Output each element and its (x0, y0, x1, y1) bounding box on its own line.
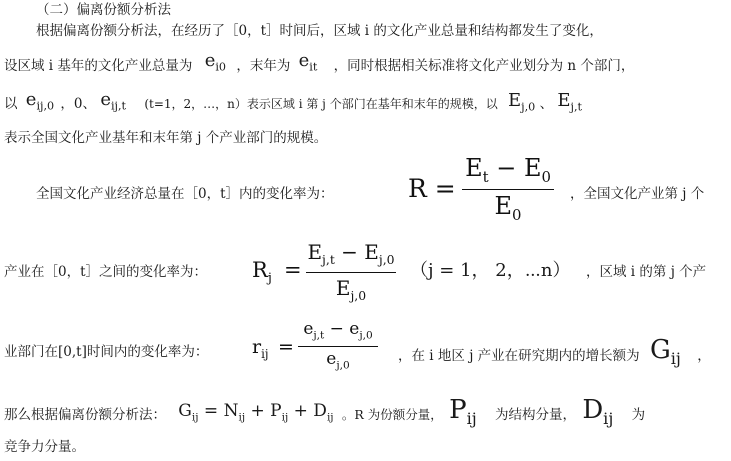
formula-Rj-equals: = (284, 258, 302, 282)
text-segment: ， (697, 348, 711, 364)
formula-Rj-fraction-bar (306, 272, 396, 273)
formula-rij-numerator: $e_{j,t} - e_{j,0}$ (303, 319, 373, 342)
paragraph-line-4: 表示全国文化产业基年和末年第 j 个产业部门的规模。 (4, 130, 328, 146)
formula-Rj-numerator: $E_{j,t} - E_{j,0}$ (307, 240, 395, 267)
text-segment: (t=1，2，…，n）表示区域 i 第 j 个部门在基年和末年的规模，以 (144, 97, 498, 111)
paragraph-line-5-text-b: ，全国文化产业第 j 个 (570, 186, 705, 202)
symbol-e-ij0: $e_{ij,0}$ (25, 89, 55, 113)
formula-R-fraction-bar (462, 189, 554, 190)
text-segment: 为结构分量， (495, 407, 577, 423)
formula-R-numerator: $E_t - E_0$ (465, 154, 551, 186)
formula-R-lhs: R = (408, 174, 456, 203)
paragraph-line-7-text-a: 业部门在[0,t]时间内的变化率为： (4, 344, 209, 360)
text-segment: 。R 为份额分量， (341, 407, 443, 422)
paragraph-line-9: 竞争力分量。 (4, 439, 85, 455)
formula-Rj-denominator: $E_{j,0}$ (335, 276, 367, 303)
symbol-G-ij: $G_{ij}$ (649, 335, 681, 369)
text-segment: 以 (4, 96, 18, 112)
formula-R-denominator: $E_0$ (494, 192, 522, 224)
paragraph-line-6-text-b: ，区域 i 的第 j 个产 (586, 264, 707, 280)
formula-G-decomposition: $G_{ij} = N_{ij} + P_{ij} + D_{ij}$ (178, 401, 334, 424)
text-segment: ，同时根据相关标准将文化产业划分为 n 个部门， (333, 58, 635, 74)
symbol-e-ijt: $e_{ij,t}$ (100, 89, 127, 113)
formula-rij (252, 318, 382, 380)
paragraph-line-6-text-a: 产业在［0，t］之间的变化率为： (4, 264, 208, 280)
formula-R (408, 154, 558, 224)
text-segment: 那么根据偏离份额分析法： (4, 407, 166, 423)
formula-Rj-lhs: $R_j$ (252, 258, 272, 287)
symbol-e-i0: $e_{i0}$ (204, 50, 227, 74)
symbol-D-ij: $D_{ij}$ (582, 395, 614, 429)
paragraph-line-7-text-b (398, 335, 711, 369)
text-segment: ，在 i 地区 j 产业在研究期内的增长额为 (398, 348, 640, 364)
paragraph-line-5-text-a: 全国文化产业经济总量在［0，t］内的变化率为： (36, 186, 334, 202)
symbol-e-it: $e_{it}$ (298, 50, 318, 74)
symbol-E-jt: $E_{j,t}$ (557, 90, 582, 114)
paragraph-line-1: 根据偏离份额分析法，在经历了［0，t］时间后，区域 i 的文化产业总量和结构都发生了变化， (36, 23, 603, 39)
symbol-P-ij: $P_{ij}$ (449, 395, 477, 429)
text-segment: ，末年为 (236, 58, 291, 74)
text-segment: 、 (539, 96, 554, 112)
text-segment: 为 (631, 407, 646, 423)
section-heading: （二）偏离份额分析法 (36, 2, 171, 18)
formula-rij-denominator: $e_{j,0}$ (326, 349, 350, 372)
paragraph-line-8 (4, 395, 646, 429)
text-segment: ，0、 (60, 96, 97, 112)
paragraph-line-2 (4, 50, 635, 75)
paragraph-line-3 (4, 89, 582, 114)
formula-rij-equals: = (278, 336, 294, 358)
text-segment: 设区域 i 基年的文化产业总量为 (4, 58, 193, 74)
formula-Rj-range: （j = 1， 2，⋯n） (410, 260, 571, 281)
formula-Rj (252, 238, 402, 306)
formula-rij-lhs: $r_{ij}$ (252, 336, 269, 361)
symbol-E-j0: $E_{j,0}$ (508, 90, 536, 114)
formula-rij-fraction-bar (298, 346, 378, 347)
